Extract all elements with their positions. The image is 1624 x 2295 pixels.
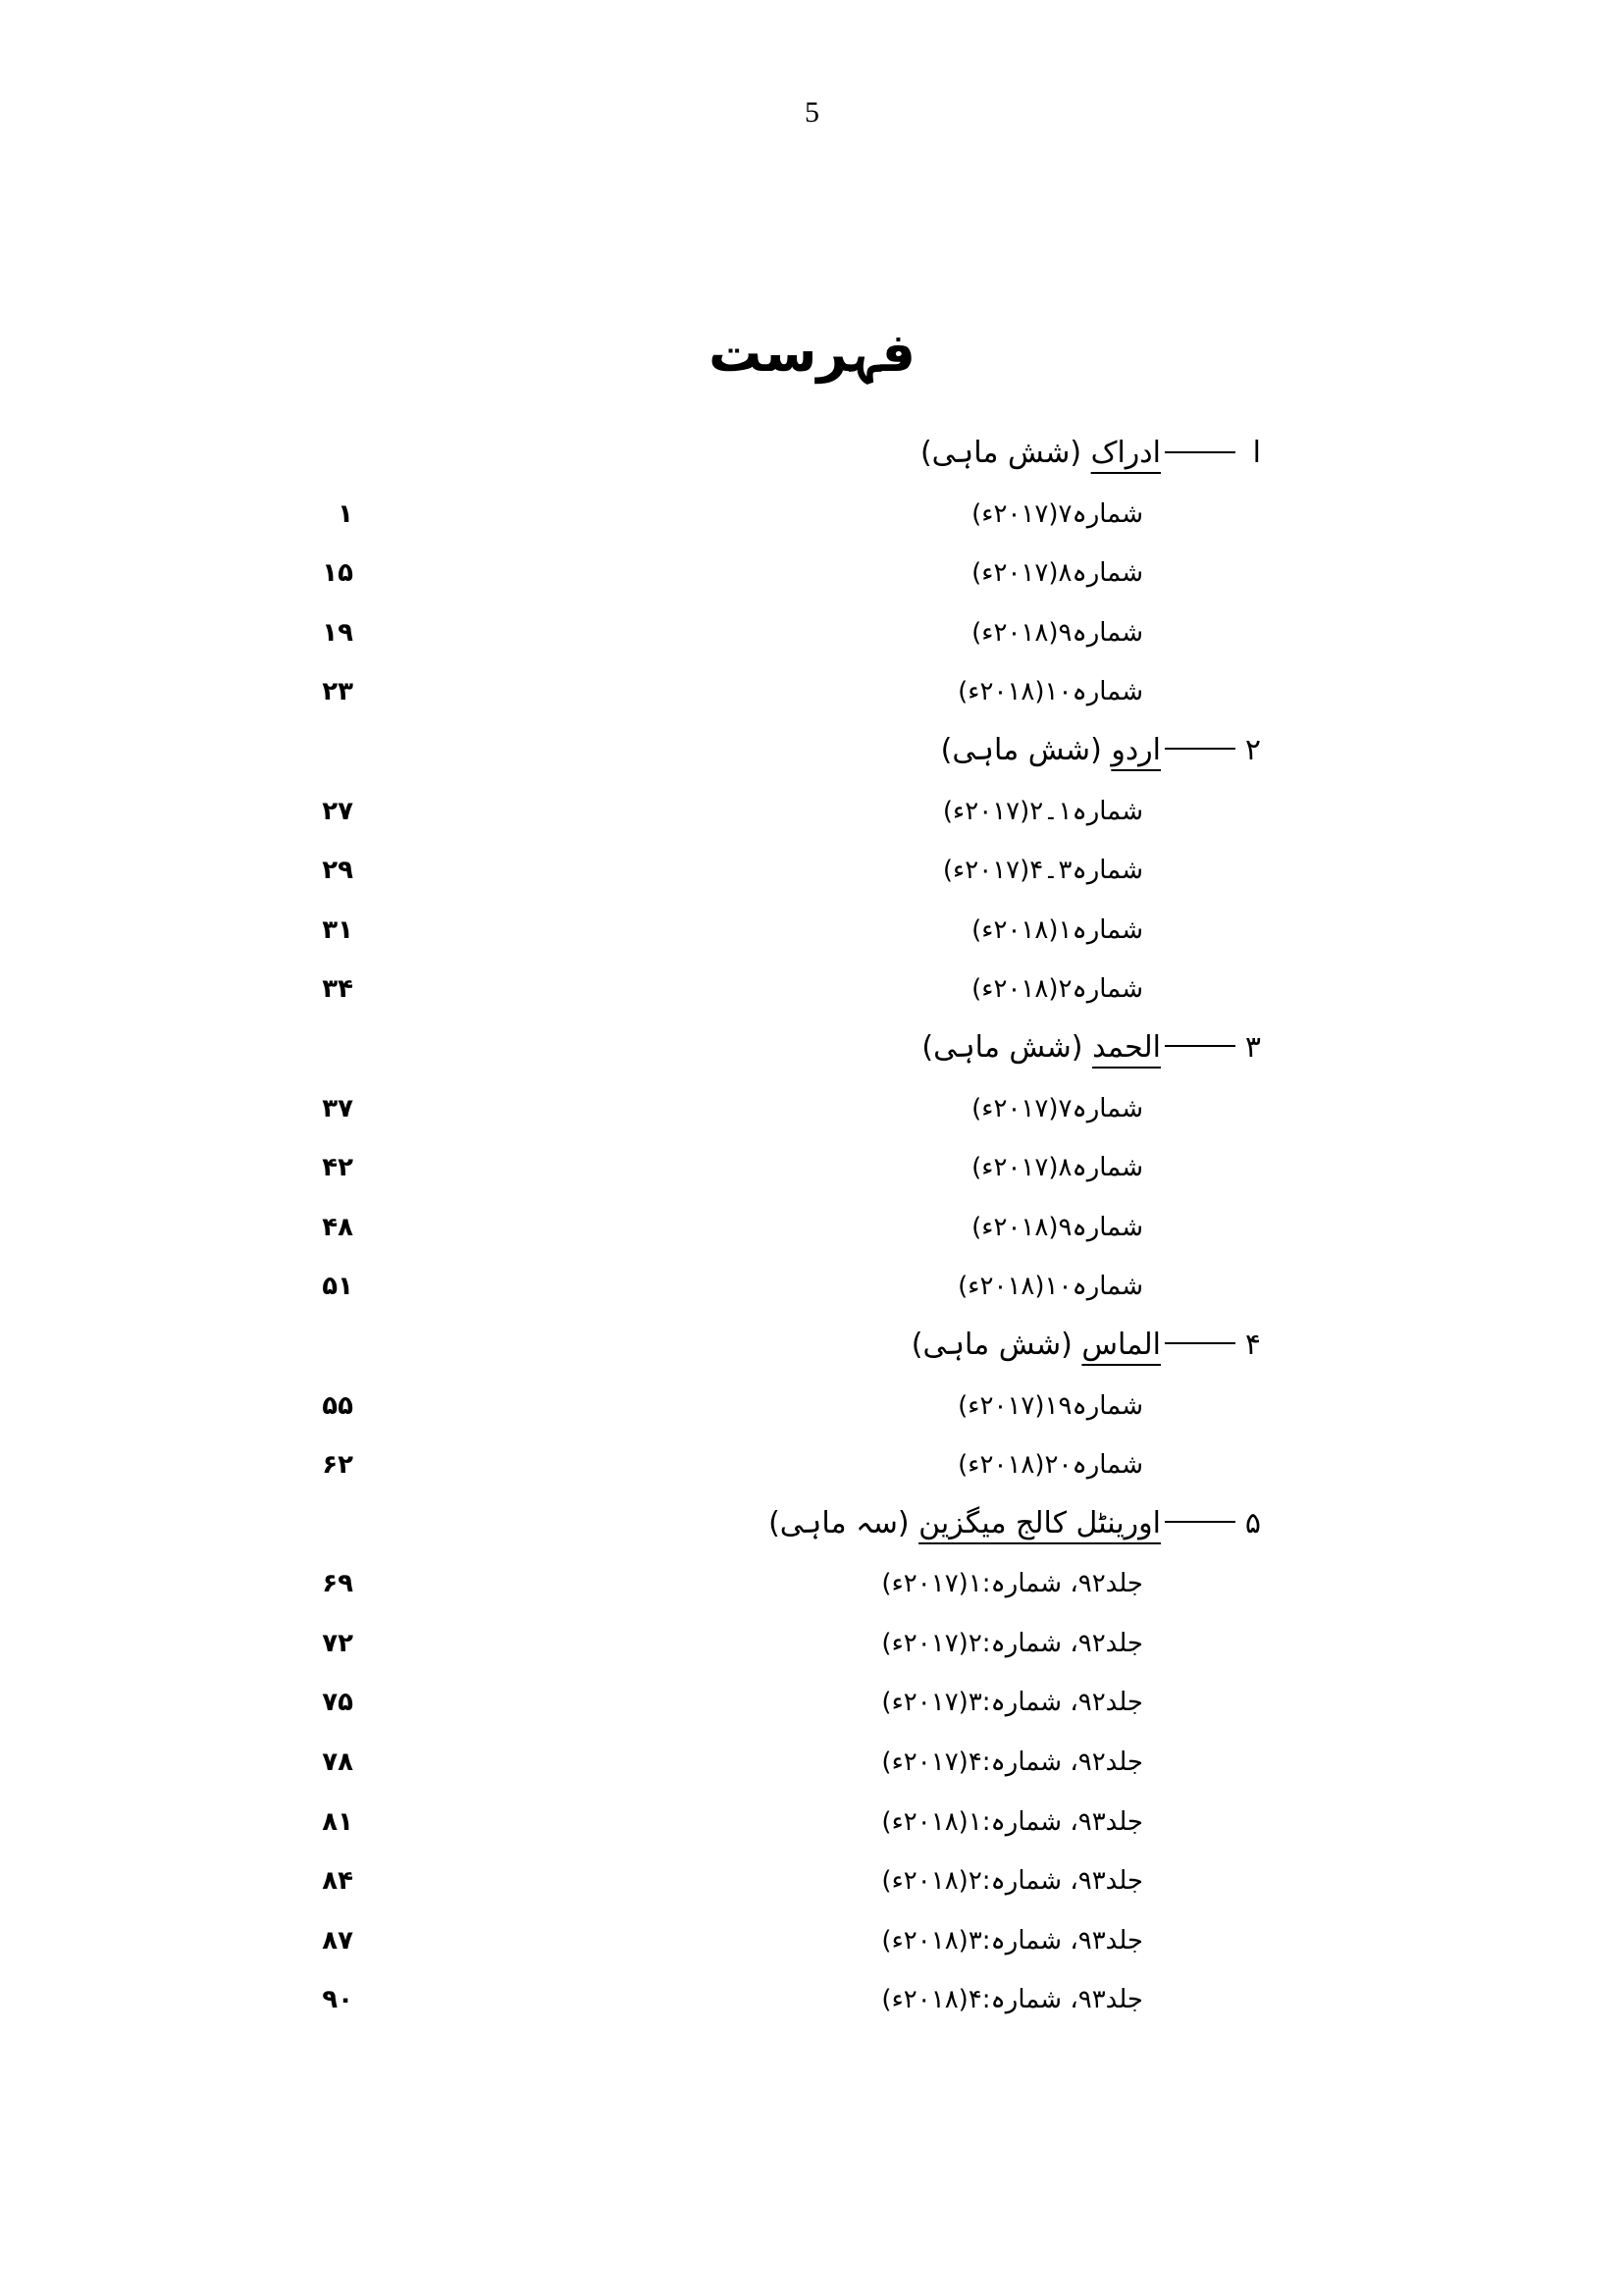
toc-entry-page-number: ۳۴ bbox=[322, 974, 353, 1005]
journal-name: اورینٹل کالج میگزین bbox=[918, 1505, 1161, 1540]
toc-entry[interactable] bbox=[0, 908, 1624, 967]
toc-title: فہرست bbox=[708, 322, 916, 384]
toc-entry[interactable] bbox=[0, 966, 1624, 1026]
toc-entry-page-number: ۷۲ bbox=[322, 1628, 353, 1658]
section-leader-line bbox=[1165, 1342, 1235, 1344]
toc-entry[interactable] bbox=[0, 492, 1624, 551]
toc-entry[interactable] bbox=[0, 610, 1624, 670]
toc-entry[interactable] bbox=[0, 1858, 1624, 1918]
toc-entry[interactable] bbox=[0, 1799, 1624, 1859]
toc-entry[interactable] bbox=[0, 1740, 1624, 1799]
section-number: ۲ bbox=[1244, 732, 1261, 767]
toc-entry-label: شمارہ۷(۲۰۱۷ء) bbox=[971, 1093, 1143, 1123]
toc-entry-page-number: ۵۱ bbox=[322, 1272, 353, 1302]
toc-section-heading bbox=[0, 1324, 1624, 1383]
journal-frequency: (سہ ماہی) bbox=[768, 1505, 910, 1540]
toc-entry-page-number: ۷۸ bbox=[322, 1747, 353, 1778]
section-heading bbox=[768, 1506, 1261, 1540]
toc-entry[interactable] bbox=[0, 1621, 1624, 1681]
section-leader-line bbox=[1165, 748, 1235, 750]
toc-entry-label: جلد۹۲، شمارہ:۲(۲۰۱۷ء) bbox=[881, 1628, 1143, 1658]
section-number: ۵ bbox=[1244, 1505, 1261, 1540]
toc-entry[interactable] bbox=[0, 1561, 1624, 1621]
toc-section-heading bbox=[0, 729, 1624, 789]
toc-entry-label: جلد۹۲، شمارہ:۱(۲۰۱۷ء) bbox=[881, 1569, 1143, 1599]
toc-entry[interactable] bbox=[0, 1264, 1624, 1324]
toc-entry-label: شمارہ۸(۲۰۱۷ء) bbox=[971, 558, 1143, 589]
toc-entry-label: جلد۹۲، شمارہ:۳(۲۰۱۷ء) bbox=[881, 1688, 1143, 1718]
toc-entry[interactable] bbox=[0, 1680, 1624, 1740]
toc-entry-label: شمارہ۷(۲۰۱۷ء) bbox=[971, 498, 1143, 529]
section-title bbox=[912, 1328, 1161, 1362]
journal-name: الحمد bbox=[1092, 1029, 1161, 1065]
toc-entry[interactable] bbox=[0, 669, 1624, 729]
section-heading bbox=[912, 1328, 1261, 1362]
section-number: ا bbox=[1252, 436, 1261, 470]
section-leader-line bbox=[1165, 1521, 1235, 1523]
toc-entry[interactable] bbox=[0, 1086, 1624, 1146]
section-heading bbox=[941, 733, 1261, 767]
toc-entry-page-number: ۹۰ bbox=[322, 1985, 353, 2015]
section-number: ۳ bbox=[1244, 1029, 1261, 1065]
toc-entry-page-number: ۵۵ bbox=[322, 1390, 353, 1421]
journal-frequency: (شش ماہی) bbox=[921, 1029, 1083, 1065]
section-heading bbox=[920, 436, 1261, 470]
toc-entry[interactable] bbox=[0, 789, 1624, 849]
toc-entry-label: شمارہ۹(۲۰۱۸ء) bbox=[971, 1212, 1143, 1242]
toc-entry-label: جلد۹۳، شمارہ:۴(۲۰۱۸ء) bbox=[881, 1985, 1143, 2015]
toc-entry-label: شمارہ۱۰(۲۰۱۸ء) bbox=[958, 677, 1143, 707]
toc-entry-page-number: ۱۹ bbox=[322, 617, 353, 648]
journal-name: الماس bbox=[1081, 1327, 1161, 1362]
section-heading bbox=[921, 1030, 1261, 1065]
journal-name: اردو bbox=[1111, 732, 1161, 767]
toc-section-heading bbox=[0, 1502, 1624, 1562]
toc-entry-page-number: ۴۸ bbox=[322, 1212, 353, 1242]
toc-entry[interactable] bbox=[0, 1205, 1624, 1265]
toc-entry-label: جلد۹۳، شمارہ:۱(۲۰۱۸ء) bbox=[881, 1806, 1143, 1837]
toc-entry-page-number: ۱ bbox=[338, 498, 353, 529]
toc-section-heading bbox=[0, 1026, 1624, 1086]
journal-frequency: (شش ماہی) bbox=[919, 436, 1082, 470]
toc-entry-label: شمارہ۹(۲۰۱۸ء) bbox=[971, 617, 1143, 648]
toc-entry[interactable] bbox=[0, 1442, 1624, 1502]
toc-entry-page-number: ۳۷ bbox=[322, 1093, 353, 1123]
toc-entry-label: شمارہ۱۹(۲۰۱۷ء) bbox=[958, 1390, 1143, 1421]
toc-entry-page-number: ۲۹ bbox=[322, 856, 353, 886]
toc-entry-page-number: ۷۵ bbox=[322, 1688, 353, 1718]
toc-entry[interactable] bbox=[0, 1977, 1624, 2037]
toc-entry-page-number: ۲۳ bbox=[322, 677, 353, 707]
toc-entry-page-number: ۴۲ bbox=[322, 1153, 353, 1183]
toc-entry-label: جلد۹۳، شمارہ:۲(۲۰۱۸ء) bbox=[881, 1866, 1143, 1897]
section-leader-line bbox=[1165, 1045, 1235, 1047]
toc-entry[interactable] bbox=[0, 1918, 1624, 1978]
section-leader-line bbox=[1165, 451, 1235, 453]
section-number: ۴ bbox=[1244, 1327, 1261, 1362]
toc-entry-page-number: ۸۷ bbox=[322, 1925, 353, 1956]
toc-entry-label: شمارہ۲(۲۰۱۸ء) bbox=[971, 974, 1143, 1005]
toc-entry-page-number: ۸۴ bbox=[322, 1866, 353, 1897]
toc-entry[interactable] bbox=[0, 1145, 1624, 1205]
page-number: 5 bbox=[805, 96, 819, 129]
toc-entry[interactable] bbox=[0, 1383, 1624, 1443]
toc-entry-label: شمارہ۱۰(۲۰۱۸ء) bbox=[958, 1272, 1143, 1302]
journal-frequency: (شش ماہی) bbox=[911, 1327, 1073, 1362]
toc-entry-label: شمارہ۳۔۴(۲۰۱۷ء) bbox=[942, 856, 1143, 886]
toc-entry-page-number: ۱۵ bbox=[322, 558, 353, 589]
toc-entry-label: جلد۹۲، شمارہ:۴(۲۰۱۷ء) bbox=[881, 1747, 1143, 1778]
journal-name: ادراک bbox=[1090, 436, 1161, 470]
toc-entry[interactable] bbox=[0, 848, 1624, 908]
toc-entry-label: شمارہ۱(۲۰۱۸ء) bbox=[971, 914, 1143, 945]
section-title bbox=[768, 1506, 1161, 1540]
toc-entry-label: شمارہ۲۰(۲۰۱۸ء) bbox=[958, 1450, 1143, 1481]
toc-entry-page-number: ۸۱ bbox=[322, 1806, 353, 1837]
toc-entry-page-number: ۲۷ bbox=[322, 796, 353, 826]
section-title bbox=[941, 733, 1161, 767]
toc-section-heading bbox=[0, 432, 1624, 492]
table-of-contents bbox=[0, 432, 1624, 2037]
toc-entry[interactable] bbox=[0, 550, 1624, 610]
journal-frequency: (شش ماہی) bbox=[940, 732, 1102, 767]
section-title bbox=[921, 1030, 1161, 1065]
toc-entry-label: جلد۹۳، شمارہ:۳(۲۰۱۸ء) bbox=[881, 1925, 1143, 1956]
section-title bbox=[920, 436, 1161, 470]
toc-entry-label: شمارہ۸(۲۰۱۷ء) bbox=[971, 1153, 1143, 1183]
toc-entry-page-number: ۶۲ bbox=[322, 1450, 353, 1481]
toc-entry-page-number: ۳۱ bbox=[322, 914, 353, 945]
toc-entry-label: شمارہ۱۔۲(۲۰۱۷ء) bbox=[942, 796, 1143, 826]
toc-entry-page-number: ۶۹ bbox=[322, 1569, 353, 1599]
